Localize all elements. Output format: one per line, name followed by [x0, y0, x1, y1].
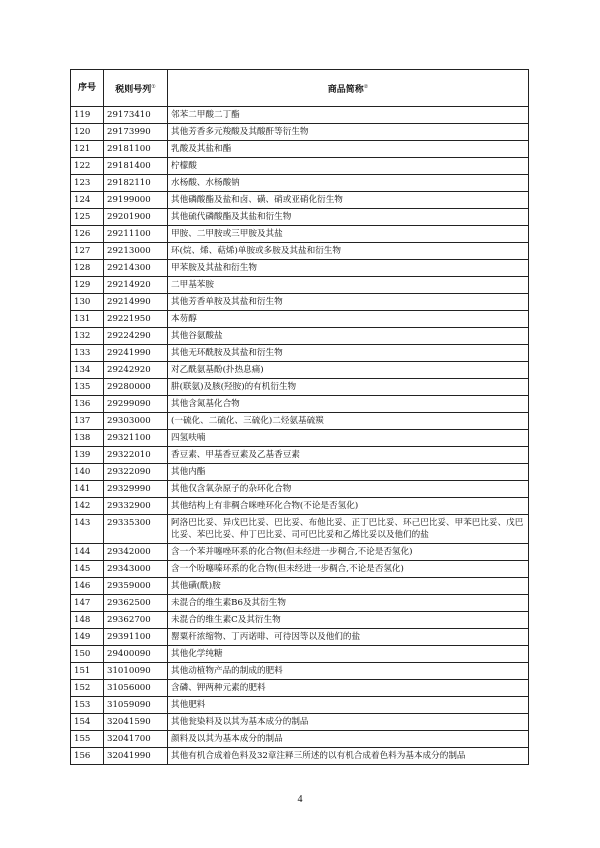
cell-product-name: 其他芳香单胺及其盐和衍生物: [168, 294, 529, 311]
cell-serial-number: 122: [71, 158, 104, 175]
cell-serial-number: 142: [71, 498, 104, 515]
table-row: [71, 595, 529, 612]
cell-serial-number: 135: [71, 379, 104, 396]
table-row: [71, 158, 529, 175]
cell-product-name: 二甲基苯胺: [168, 277, 529, 294]
table-row: [71, 680, 529, 697]
cell-product-name: (一硫化、二硫化、三硫化)二烃氨基硫羰: [168, 413, 529, 430]
cell-product-name: 甲苯胺及其盐和衍生物: [168, 260, 529, 277]
cell-tariff-code: 29342000: [104, 544, 168, 561]
cell-tariff-code: 32041700: [104, 731, 168, 748]
cell-product-name: 对乙酰氨基酚(扑热息痛): [168, 362, 529, 379]
cell-tariff-code: 29182110: [104, 175, 168, 192]
cell-serial-number: 150: [71, 646, 104, 663]
cell-product-name: 水杨酸、水杨酸钠: [168, 175, 529, 192]
cell-tariff-code: 29214300: [104, 260, 168, 277]
cell-tariff-code: 29221950: [104, 311, 168, 328]
cell-serial-number: 139: [71, 447, 104, 464]
table-row: [71, 124, 529, 141]
cell-tariff-code: 29214920: [104, 277, 168, 294]
cell-product-name: 其他磺(酰)胺: [168, 578, 529, 595]
cell-tariff-code: 31010090: [104, 663, 168, 680]
cell-tariff-code: 29211100: [104, 226, 168, 243]
cell-serial-number: 125: [71, 209, 104, 226]
cell-serial-number: 151: [71, 663, 104, 680]
cell-product-name: 香豆素、甲基香豆素及乙基香豆素: [168, 447, 529, 464]
cell-product-name: 其他含氮基化合物: [168, 396, 529, 413]
table-row: [71, 362, 529, 379]
table-row: [71, 731, 529, 748]
cell-product-name: 含一个吩噻嗪环系的化合物(但未经进一步稠合,不论是否氢化): [168, 561, 529, 578]
cell-tariff-code: 29362500: [104, 595, 168, 612]
cell-product-name: 其他芳香多元羧酸及其酸酐等衍生物: [168, 124, 529, 141]
cell-product-name: 含一个苯并噻唑环系的化合物(但未经进一步稠合,不论是否氢化): [168, 544, 529, 561]
cell-product-name: 未混合的维生素C及其衍生物: [168, 612, 529, 629]
cell-serial-number: 138: [71, 430, 104, 447]
cell-product-name: 其他谷氨酸盐: [168, 328, 529, 345]
header-serial-number: 序号: [71, 70, 104, 107]
cell-serial-number: 119: [71, 107, 104, 124]
cell-tariff-code: 29322010: [104, 447, 168, 464]
cell-tariff-code: 29400090: [104, 646, 168, 663]
cell-serial-number: 146: [71, 578, 104, 595]
table-row: [71, 345, 529, 362]
cell-serial-number: 132: [71, 328, 104, 345]
table-row: [71, 175, 529, 192]
cell-serial-number: 147: [71, 595, 104, 612]
cell-tariff-code: 29224290: [104, 328, 168, 345]
cell-tariff-code: 29329990: [104, 481, 168, 498]
table-row: [71, 646, 529, 663]
table-row: [71, 141, 529, 158]
cell-serial-number: 143: [71, 515, 104, 544]
cell-tariff-code: 29343000: [104, 561, 168, 578]
table-row: [71, 379, 529, 396]
cell-tariff-code: 29213000: [104, 243, 168, 260]
cell-tariff-code: 29173410: [104, 107, 168, 124]
cell-serial-number: 129: [71, 277, 104, 294]
cell-serial-number: 124: [71, 192, 104, 209]
table-row: [71, 481, 529, 498]
table-row: [71, 413, 529, 430]
table-row: [71, 328, 529, 345]
cell-serial-number: 121: [71, 141, 104, 158]
cell-serial-number: 123: [71, 175, 104, 192]
table-row: [71, 515, 529, 544]
cell-tariff-code: 29201900: [104, 209, 168, 226]
cell-serial-number: 128: [71, 260, 104, 277]
cell-product-name: 其他肥料: [168, 697, 529, 714]
cell-serial-number: 131: [71, 311, 104, 328]
cell-product-name: 环(烷、烯、萜烯)单胺或多胺及其盐和衍生物: [168, 243, 529, 260]
cell-product-name: 罂粟秆浓缩物、丁丙诺啡、可待因等以及他们的盐: [168, 629, 529, 646]
cell-product-name: 颜料及以其为基本成分的制品: [168, 731, 529, 748]
table-header-row: [71, 70, 529, 107]
table-row: [71, 260, 529, 277]
cell-tariff-code: 29214990: [104, 294, 168, 311]
table-row: [71, 447, 529, 464]
cell-serial-number: 136: [71, 396, 104, 413]
cell-product-name: 甲胺、二甲胺或三甲胺及其盐: [168, 226, 529, 243]
cell-serial-number: 144: [71, 544, 104, 561]
cell-tariff-code: 29335300: [104, 515, 168, 544]
table-row: [71, 396, 529, 413]
cell-tariff-code: 29391100: [104, 629, 168, 646]
cell-serial-number: 152: [71, 680, 104, 697]
footnote-mark-2: ②: [363, 83, 369, 90]
table-row: [71, 107, 529, 124]
cell-serial-number: 126: [71, 226, 104, 243]
cell-serial-number: 137: [71, 413, 104, 430]
cell-serial-number: 154: [71, 714, 104, 731]
cell-tariff-code: 29321100: [104, 430, 168, 447]
cell-product-name: 其他动植物产品的制成的肥料: [168, 663, 529, 680]
table-row: [71, 192, 529, 209]
table-row: [71, 748, 529, 765]
cell-serial-number: 127: [71, 243, 104, 260]
footnote-mark-1: ①: [151, 83, 156, 90]
cell-serial-number: 155: [71, 731, 104, 748]
cell-serial-number: 120: [71, 124, 104, 141]
table-row: [71, 578, 529, 595]
page-number: 4: [297, 794, 303, 805]
table-body: [71, 107, 529, 765]
table-row: [71, 243, 529, 260]
header-product-name: 商品简称②: [168, 70, 529, 107]
cell-tariff-code: 29241990: [104, 345, 168, 362]
cell-product-name: 邻苯二甲酸二丁酯: [168, 107, 529, 124]
table-row: [71, 226, 529, 243]
table-row: [71, 498, 529, 515]
cell-serial-number: 149: [71, 629, 104, 646]
cell-tariff-code: 31059090: [104, 697, 168, 714]
table-row: [71, 209, 529, 226]
table-row: [71, 294, 529, 311]
table-row: [71, 561, 529, 578]
cell-product-name: 本芴醇: [168, 311, 529, 328]
cell-product-name: 肼(联氨)及胲(羟胺)的有机衍生物: [168, 379, 529, 396]
cell-tariff-code: 29303000: [104, 413, 168, 430]
cell-tariff-code: 29181400: [104, 158, 168, 175]
cell-tariff-code: 29322090: [104, 464, 168, 481]
cell-tariff-code: 32041590: [104, 714, 168, 731]
document-page: [70, 69, 528, 765]
cell-serial-number: 134: [71, 362, 104, 379]
cell-product-name: 其他无环酰胺及其盐和衍生物: [168, 345, 529, 362]
cell-tariff-code: 29359000: [104, 578, 168, 595]
cell-tariff-code: 29242920: [104, 362, 168, 379]
table-row: [71, 430, 529, 447]
header-tariff-code: 税则号列①: [104, 70, 168, 107]
cell-serial-number: 153: [71, 697, 104, 714]
cell-product-name: 阿洛巴比妥、异戊巴比妥、巴比妥、布他比妥、正丁巴比妥、环己巴比妥、甲苯巴比妥、戊巴比妥、苯巴比妥、仲丁巴比妥、司可巴比妥和乙烯比妥以及他们的盐: [168, 515, 529, 544]
cell-serial-number: 140: [71, 464, 104, 481]
cell-product-name: 其他有机合成着色料及32章注释三所述的以有机合成着色料为基本成分的制品: [168, 748, 529, 765]
cell-product-name: 未混合的维生素B6及其衍生物: [168, 595, 529, 612]
table-row: [71, 311, 529, 328]
cell-product-name: 其他仅含氧杂原子的杂环化合物: [168, 481, 529, 498]
cell-tariff-code: 31056000: [104, 680, 168, 697]
table-row: [71, 663, 529, 680]
table-row: [71, 464, 529, 481]
cell-product-name: 其他磷酸酯及盐和卤、磺、硝或亚硝化衍生物: [168, 192, 529, 209]
cell-tariff-code: 29332900: [104, 498, 168, 515]
cell-serial-number: 141: [71, 481, 104, 498]
cell-product-name: 其他结构上有非稠合咪唑环化合物(不论是否氢化): [168, 498, 529, 515]
cell-tariff-code: 32041990: [104, 748, 168, 765]
table-row: [71, 612, 529, 629]
cell-tariff-code: 29173990: [104, 124, 168, 141]
cell-serial-number: 148: [71, 612, 104, 629]
cell-tariff-code: 29181100: [104, 141, 168, 158]
cell-product-name: 其他内酯: [168, 464, 529, 481]
cell-tariff-code: 29199000: [104, 192, 168, 209]
cell-serial-number: 156: [71, 748, 104, 765]
cell-product-name: 其他瓮染料及以其为基本成分的制品: [168, 714, 529, 731]
cell-tariff-code: 29362700: [104, 612, 168, 629]
cell-product-name: 其他硫代磷酸酯及其盐和衍生物: [168, 209, 529, 226]
cell-serial-number: 133: [71, 345, 104, 362]
cell-tariff-code: 29299090: [104, 396, 168, 413]
table-row: [71, 629, 529, 646]
cell-product-name: 其他化学纯糖: [168, 646, 529, 663]
cell-serial-number: 130: [71, 294, 104, 311]
cell-serial-number: 145: [71, 561, 104, 578]
cell-product-name: 柠檬酸: [168, 158, 529, 175]
table-row: [71, 697, 529, 714]
table-row: [71, 277, 529, 294]
cell-product-name: 乳酸及其盐和酯: [168, 141, 529, 158]
cell-tariff-code: 29280000: [104, 379, 168, 396]
table-row: [71, 714, 529, 731]
cell-product-name: 四氢呋喃: [168, 430, 529, 447]
tariff-table: [70, 69, 529, 765]
cell-product-name: 含磷、钾两种元素的肥料: [168, 680, 529, 697]
table-row: [71, 544, 529, 561]
